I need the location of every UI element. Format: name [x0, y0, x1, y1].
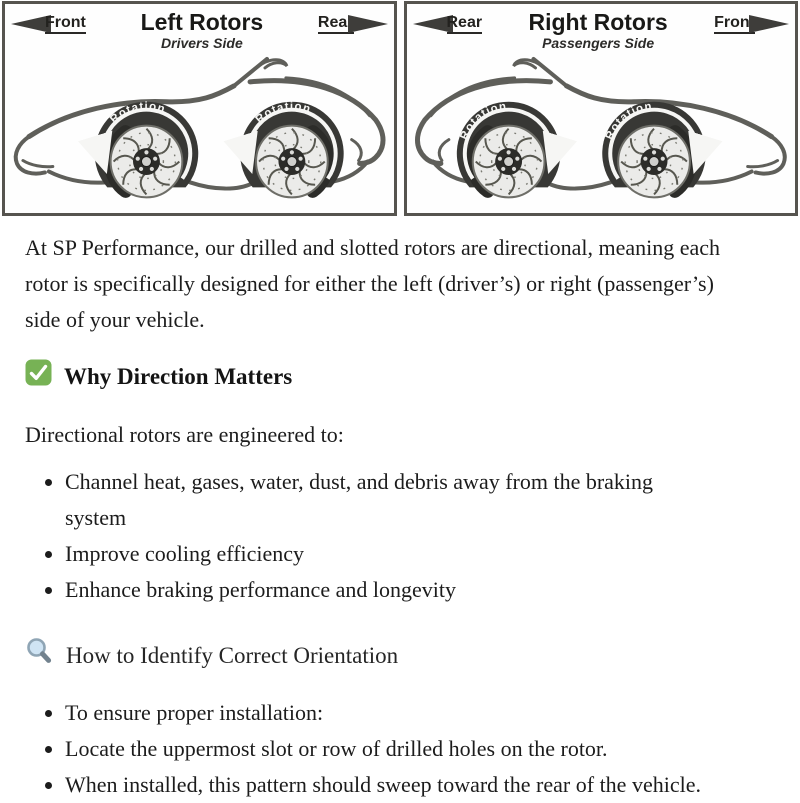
list-item: • When installed, this pattern should sweep toward the rear of the vehicle. [65, 767, 713, 803]
rotation-label: Rotation [457, 100, 508, 142]
front-direction-indicator [714, 14, 789, 34]
left-panel-header [5, 4, 394, 52]
rotation-label: Rotation [108, 100, 168, 126]
right-arrow-icon [749, 15, 789, 33]
section-heading-text: Why Direction Matters [64, 363, 293, 389]
right-panel-titles [482, 10, 714, 52]
identify-orientation-heading [25, 637, 775, 674]
direction-label: Rear [318, 14, 354, 34]
car-sketch-left [5, 42, 394, 213]
right-arrow-icon [348, 15, 388, 33]
right-panel-header [407, 4, 796, 52]
direction-label: Front [714, 14, 755, 34]
why-direction-matters-heading [25, 359, 775, 394]
section-heading-text: How to Identify Correct Orientation [66, 642, 399, 668]
panel-title: Left Rotors [140, 9, 264, 35]
left-rotors-panel [2, 1, 397, 216]
panel-title: Right Rotors [528, 9, 668, 35]
list-item: • Improve cooling efficiency [65, 536, 713, 572]
direction-label: Rear [447, 14, 483, 34]
lead-sentence: Directional rotors are engineered to: [25, 422, 344, 447]
list-item: • Enhance braking performance and longevity [65, 572, 713, 608]
car-sketch-right [407, 42, 796, 213]
list-item: • To ensure proper installation: [65, 695, 713, 731]
check-mark-icon [25, 359, 52, 394]
list-item: • Locate the uppermost slot or row of drilled holes on the rotor. [65, 731, 713, 767]
magnifying-glass-icon [25, 637, 54, 674]
rear-direction-indicator [413, 14, 483, 34]
left-panel-titles [86, 10, 318, 52]
article-body [0, 230, 800, 803]
intro-paragraph: At SP Performance, our drilled and slotted rotors are directional, meaning each rotor is specifically designed for either the left (driver’s) or right (passenger’s) side of your vehicle. [25, 235, 721, 332]
panel-subtitle: Drivers Side [161, 35, 243, 51]
rear-direction-indicator [318, 14, 388, 34]
right-rotors-panel [404, 1, 799, 216]
direction-label: Front [45, 14, 86, 34]
rotation-label: Rotation [253, 100, 313, 126]
installation-list [25, 695, 775, 803]
panel-subtitle: Passengers Side [542, 35, 655, 51]
front-direction-indicator [11, 14, 86, 34]
list-item: • Channel heat, gases, water, dust, and debris away from the braking system [65, 464, 713, 536]
benefits-list [25, 464, 775, 608]
rotation-label: Rotation [603, 100, 653, 142]
rotor-direction-diagram [0, 0, 800, 217]
